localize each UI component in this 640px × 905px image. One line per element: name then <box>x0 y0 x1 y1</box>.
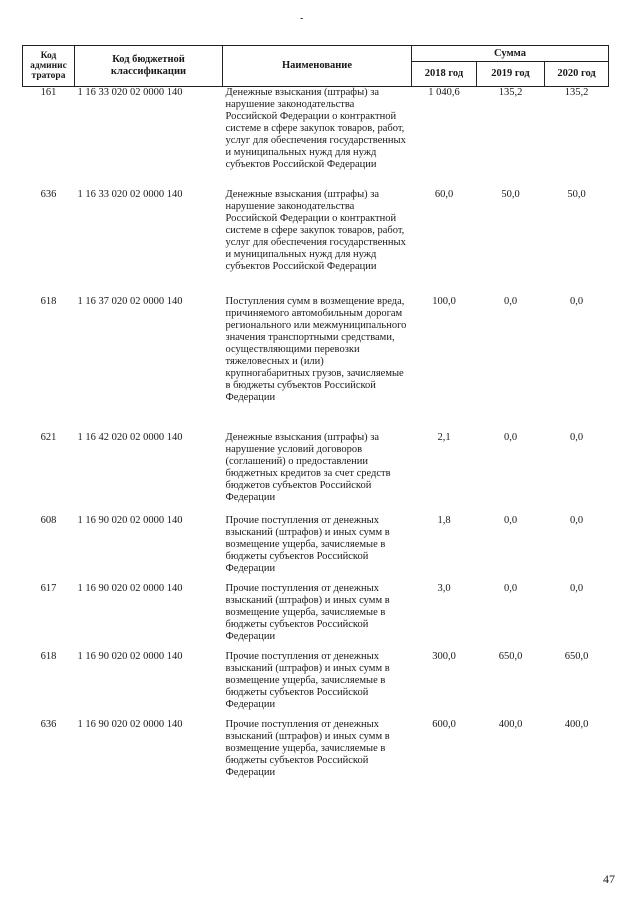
year-2018-header: 2018 год <box>412 62 477 87</box>
table-row <box>23 87 609 189</box>
budget-code-header: Код бюджетной классификации <box>75 46 223 87</box>
value-2019-cell: 0,0 <box>503 295 518 307</box>
value-2020-cell: 50,0 <box>567 188 586 200</box>
budget-code-cell: 1 16 42 020 02 0000 140 <box>77 431 183 443</box>
value-2020-cell: 0,0 <box>569 295 584 307</box>
table-row <box>23 189 609 296</box>
value-2018-cell: 1 040,6 <box>428 87 460 98</box>
name-cell: Денежные взыскания (штрафы) за нарушение законодательства Российской Федерации о контрактной системе в сфере закупок товаров, работ, услуг для обеспечения государственных и муниципальных нужд для нужд субъектов Российской Федерации <box>225 87 406 170</box>
table-row <box>23 719 609 789</box>
name-cell: Прочие поступления от денежных взысканий (штрафов) и иных сумм в возмещение ущерба, зачисляемые в бюджеты субъектов Российской Федерации <box>225 718 390 778</box>
name-cell: Прочие поступления от денежных взысканий (штрафов) и иных сумм в возмещение ущерба, зачисляемые в бюджеты субъектов Российской Федерации <box>225 650 390 710</box>
table-row <box>23 296 609 432</box>
value-2020-cell: 400,0 <box>564 718 589 730</box>
budget-table <box>22 45 609 789</box>
value-2020-cell: 135,2 <box>564 87 589 98</box>
name-cell: Поступления сумм в возмещение вреда, причиняемого автомобильным дорогам регионального или межмуниципального значения транспортными средствами, осуществляющими перевозки тяжеловесных и (или) крупногабаритных грузов, зачисляемые в бюджеты субъектов Российской Федерации <box>225 295 407 403</box>
value-2020-cell: 0,0 <box>569 431 584 443</box>
value-2019-cell: 650,0 <box>498 650 523 662</box>
value-2020-cell: 0,0 <box>569 582 584 594</box>
budget-code-cell: 1 16 90 020 02 0000 140 <box>77 650 183 662</box>
value-2018-cell: 100,0 <box>432 295 456 307</box>
header-row <box>23 46 609 62</box>
sum-header: Сумма <box>412 46 609 62</box>
value-2019-cell: 0,0 <box>503 582 518 594</box>
table-row <box>23 432 609 515</box>
name-header: Наименование <box>223 46 412 87</box>
value-2019-cell: 50,0 <box>501 188 520 200</box>
value-2020-cell: 650,0 <box>564 650 589 662</box>
budget-code-cell: 1 16 90 020 02 0000 140 <box>77 718 183 730</box>
table-row <box>23 651 609 719</box>
value-2020-cell: 0,0 <box>569 514 584 526</box>
admin-code-cell: 161 <box>40 87 57 98</box>
admin-code-cell: 618 <box>40 295 57 307</box>
value-2018-cell: 3,0 <box>437 582 451 594</box>
value-2019-cell: 0,0 <box>503 431 518 443</box>
budget-code-cell: 1 16 33 020 02 0000 140 <box>77 188 183 200</box>
admin-code-cell: 618 <box>40 650 57 662</box>
budget-code-cell: 1 16 90 020 02 0000 140 <box>77 514 183 526</box>
table-row <box>23 583 609 651</box>
admin-code-cell: 636 <box>40 718 57 730</box>
name-cell: Прочие поступления от денежных взысканий (штрафов) и иных сумм в возмещение ущерба, зачисляемые в бюджеты субъектов Российской Федерации <box>225 582 390 642</box>
admin-code-cell: 617 <box>40 582 57 594</box>
year-2019-header: 2019 год <box>477 62 545 87</box>
name-cell: Денежные взыскания (штрафы) за нарушение законодательства Российской Федерации о контрактной системе в сфере закупок товаров, работ, услуг для обеспечения государственных и муниципальных нужд для нужд субъектов Российской Федерации <box>225 188 406 272</box>
value-2019-cell: 400,0 <box>498 718 523 730</box>
value-2018-cell: 600,0 <box>432 718 456 730</box>
value-2018-cell: 1,8 <box>437 514 451 526</box>
admin-code-cell: 608 <box>40 514 57 526</box>
value-2018-cell: 60,0 <box>434 188 454 200</box>
budget-code-cell: 1 16 37 020 02 0000 140 <box>77 295 183 307</box>
page-number: 47 <box>603 872 615 886</box>
page-mark: - <box>300 13 304 24</box>
value-2019-cell: 135,2 <box>498 87 523 98</box>
admin-code-cell: 621 <box>40 431 57 443</box>
budget-code-cell: 1 16 90 020 02 0000 140 <box>77 582 183 594</box>
value-2019-cell: 0,0 <box>503 514 518 526</box>
table-row <box>23 515 609 583</box>
value-2018-cell: 300,0 <box>432 650 456 662</box>
value-2018-cell: 2,1 <box>437 431 451 443</box>
budget-code-cell: 1 16 33 020 02 0000 140 <box>77 87 183 98</box>
admin-code-header: Код админис тратора <box>23 46 75 87</box>
name-cell: Прочие поступления от денежных взысканий (штрафов) и иных сумм в возмещение ущерба, зачисляемые в бюджеты субъектов Российской Федерации <box>225 514 390 574</box>
admin-code-cell: 636 <box>40 188 57 200</box>
name-cell: Денежные взыскания (штрафы) за нарушение условий договоров (соглашений) о предоставлении бюджетных кредитов за счет средств бюджетов субъектов Российской Федерации <box>225 431 391 503</box>
year-2020-header: 2020 год <box>545 62 609 87</box>
